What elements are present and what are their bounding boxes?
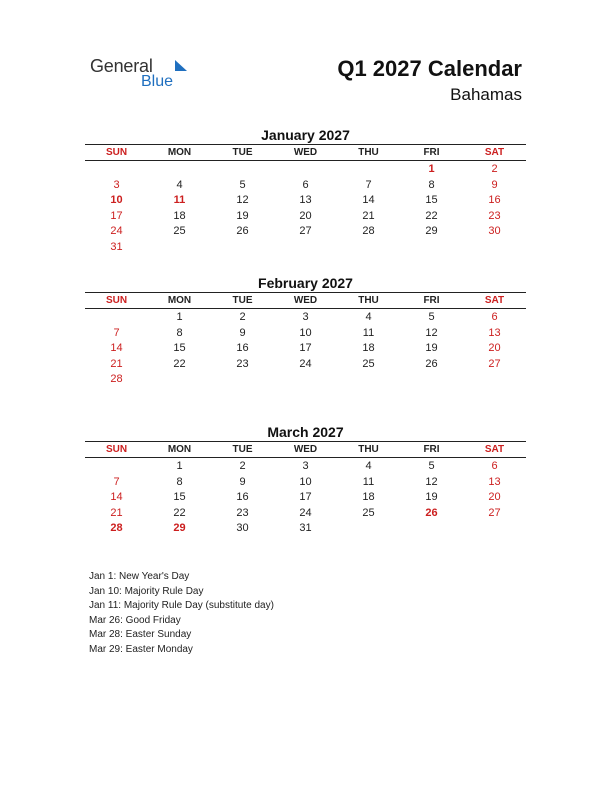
weekday-thu: THU (358, 295, 379, 306)
day-cell: 24 (299, 506, 312, 519)
day-cell: 23 (236, 506, 249, 519)
day-cell: 14 (362, 194, 375, 207)
day-cell: 28 (110, 522, 123, 535)
day-cell: 18 (362, 491, 375, 504)
weekday-thu: THU (358, 147, 379, 158)
day-cell: 5 (239, 178, 246, 191)
weekday-fri: FRI (423, 295, 440, 306)
day-cell: 20 (488, 342, 501, 355)
day-cell: 10 (110, 194, 123, 207)
day-cell: 3 (302, 460, 309, 472)
day-cell: 11 (362, 475, 375, 488)
month-february (85, 274, 526, 388)
day-cell: 6 (302, 178, 309, 191)
weekday-wed: WED (293, 147, 318, 158)
day-cell: 13 (488, 475, 501, 488)
day-cell: 6 (491, 311, 498, 323)
weekday-sun: SUN (105, 444, 128, 455)
day-grid (85, 162, 526, 256)
day-cell: 25 (362, 357, 375, 370)
day-cell: 15 (173, 491, 186, 504)
day-cell: 8 (428, 178, 435, 191)
day-cell: 4 (365, 311, 372, 323)
holiday-item: Jan 10: Majority Rule Day (89, 585, 204, 597)
empty-day-cell (337, 162, 400, 178)
day-cell: 16 (236, 342, 249, 355)
holiday-item: Mar 28: Easter Sunday (89, 629, 192, 640)
logo-triangle-icon (175, 60, 187, 71)
day-cell: 21 (362, 209, 375, 222)
day-cell: 1 (176, 460, 183, 472)
day-cell: 14 (110, 342, 123, 355)
weekday-sat: SAT (484, 147, 505, 158)
day-cell: 21 (110, 357, 123, 370)
day-cell: 12 (236, 194, 249, 207)
day-cell: 10 (299, 475, 312, 488)
day-cell: 14 (110, 491, 123, 504)
month-march (85, 423, 526, 537)
day-cell: 8 (176, 326, 183, 339)
weekday-sat: SAT (484, 295, 505, 306)
day-cell: 30 (488, 225, 501, 238)
brand-logo (90, 56, 200, 96)
day-cell: 12 (425, 326, 438, 339)
day-cell: 21 (110, 506, 123, 519)
weekday-fri: FRI (423, 147, 440, 158)
day-cell: 11 (173, 194, 186, 207)
day-cell: 19 (236, 209, 249, 222)
weekday-fri: FRI (423, 444, 440, 455)
weekday-wed: WED (293, 444, 318, 455)
day-cell: 11 (362, 326, 375, 339)
day-cell: 15 (173, 342, 186, 355)
day-cell: 5 (428, 311, 435, 323)
day-cell: 18 (362, 342, 375, 355)
logo-text-blue: Blue (141, 73, 174, 90)
holiday-item: Jan 11: Majority Rule Day (substitute day) (89, 600, 274, 611)
day-cell: 22 (425, 209, 438, 222)
weekday-mon: MON (167, 147, 192, 158)
day-cell: 26 (425, 357, 438, 370)
day-cell: 24 (110, 225, 123, 238)
weekday-wed: WED (293, 295, 318, 306)
day-cell: 15 (425, 194, 438, 207)
month-title: March 2027 (267, 424, 344, 440)
logo-text-general: General (90, 56, 153, 76)
day-cell: 1 (428, 163, 435, 175)
day-cell: 2 (491, 163, 498, 175)
day-cell: 22 (173, 506, 186, 519)
day-cell: 28 (362, 225, 375, 238)
day-cell: 30 (236, 522, 249, 535)
day-cell: 3 (302, 311, 309, 323)
month-title: February 2027 (258, 275, 353, 291)
day-cell: 3 (113, 178, 120, 191)
day-cell: 9 (491, 178, 498, 191)
day-cell: 2 (239, 460, 246, 472)
day-cell: 20 (299, 209, 312, 222)
weekday-mon: MON (167, 444, 192, 455)
day-cell: 12 (425, 475, 438, 488)
day-grid (85, 459, 526, 537)
day-cell: 16 (236, 491, 249, 504)
holiday-item: Jan 1: New Year's Day (89, 571, 190, 582)
day-cell: 10 (299, 326, 312, 339)
weekday-mon: MON (167, 295, 192, 306)
holiday-list (89, 570, 274, 657)
day-cell: 17 (110, 209, 123, 222)
day-cell: 9 (239, 326, 246, 339)
day-cell: 27 (488, 357, 501, 370)
day-cell: 26 (236, 225, 249, 238)
weekday-header-row (85, 144, 526, 161)
weekday-header-row (85, 292, 526, 309)
day-cell: 29 (425, 225, 438, 238)
day-cell: 27 (488, 506, 501, 519)
day-cell: 19 (425, 491, 438, 504)
day-cell: 24 (299, 357, 312, 370)
day-cell: 7 (113, 326, 120, 339)
day-cell: 25 (362, 506, 375, 519)
day-cell: 31 (299, 522, 312, 535)
day-cell: 6 (491, 460, 498, 472)
month-title: January 2027 (261, 127, 350, 143)
day-cell: 23 (488, 209, 501, 222)
day-cell: 31 (110, 240, 123, 253)
weekday-tue: TUE (232, 295, 253, 306)
country-name: Bahamas (450, 85, 522, 104)
empty-day-cell (148, 162, 211, 178)
day-cell: 20 (488, 491, 501, 504)
day-cell: 28 (110, 373, 123, 386)
empty-day-cell (85, 310, 148, 326)
day-cell: 18 (173, 209, 186, 222)
day-cell: 2 (239, 311, 246, 323)
empty-day-cell (211, 162, 274, 178)
weekday-tue: TUE (232, 444, 253, 455)
day-cell: 17 (299, 342, 312, 355)
weekday-header-row (85, 441, 526, 458)
weekday-sun: SUN (105, 147, 128, 158)
day-cell: 13 (488, 326, 501, 339)
holiday-item: Mar 29: Easter Monday (89, 643, 193, 655)
day-cell: 23 (236, 357, 249, 370)
day-cell: 1 (176, 311, 183, 323)
day-cell: 4 (365, 460, 372, 472)
day-cell: 26 (425, 506, 438, 519)
empty-day-cell (85, 162, 148, 178)
day-cell: 7 (113, 475, 120, 488)
empty-day-cell (85, 459, 148, 475)
day-cell: 25 (173, 225, 186, 238)
holiday-item: Mar 26: Good Friday (89, 614, 181, 626)
empty-day-cell (274, 162, 337, 178)
day-cell: 19 (425, 342, 438, 355)
day-cell: 13 (299, 194, 312, 207)
day-cell: 4 (176, 178, 183, 191)
day-cell: 22 (173, 357, 186, 370)
page-title: Q1 2027 Calendar (337, 56, 522, 81)
weekday-tue: TUE (232, 147, 253, 158)
day-cell: 7 (365, 178, 372, 191)
day-cell: 9 (239, 475, 246, 488)
day-cell: 5 (428, 460, 435, 472)
day-cell: 16 (488, 194, 501, 207)
day-cell: 17 (299, 491, 312, 504)
weekday-sat: SAT (484, 444, 505, 455)
day-cell: 8 (176, 475, 183, 488)
day-cell: 27 (299, 225, 312, 238)
weekday-thu: THU (358, 444, 379, 455)
day-grid (85, 310, 526, 388)
weekday-sun: SUN (105, 295, 128, 306)
month-january (85, 126, 526, 256)
day-cell: 29 (173, 522, 186, 535)
